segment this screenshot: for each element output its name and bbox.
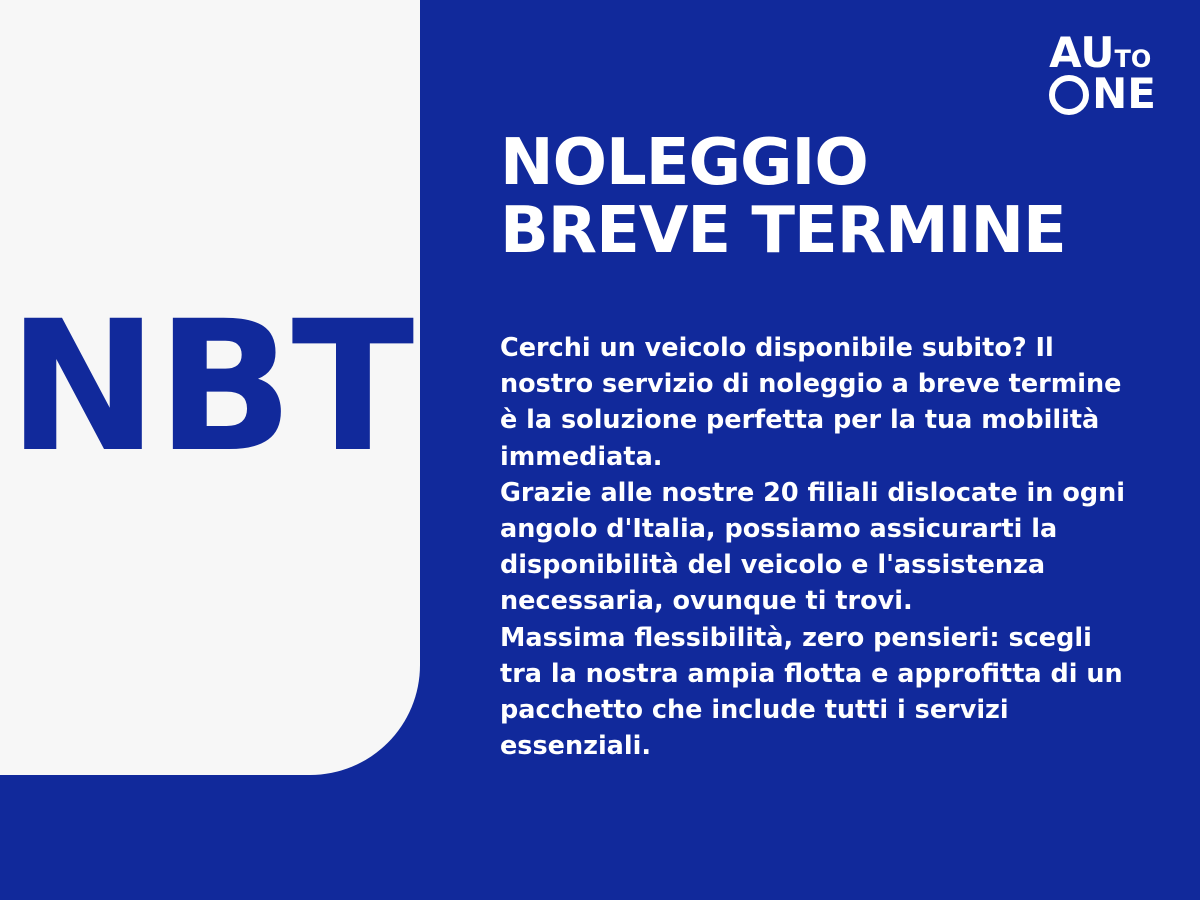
paragraph-1: Cerchi un veicolo disponibile subito? Il nostro servizio di noleggio a breve termine è la soluzione perfetta per la tua mobilità immediata. bbox=[500, 333, 1122, 472]
nbt-badge: NBT bbox=[7, 282, 413, 492]
logo-line-2 bbox=[1049, 69, 1156, 119]
page-title bbox=[500, 126, 1160, 268]
headline-line-2: BREVE TERMINE bbox=[500, 193, 1066, 268]
paragraph-2: Grazie alle nostre 20 filiali dislocate in ogni angolo d'Italia, possiamo assicurarti la disponibilità del veicolo e l'assistenza necessaria, ovunque ti trovi. bbox=[500, 477, 1125, 617]
logo-ne-text: NE bbox=[1092, 69, 1156, 119]
paragraph-3: Massima flessibilità, zero pensieri: scegli tra la nostra ampia flotta e approfitta di un pacchetto che include tutti i servizi essenziali. bbox=[500, 622, 1123, 762]
body-copy bbox=[500, 330, 1140, 764]
logo-to-text: TO bbox=[1114, 45, 1152, 73]
headline-line-1: NOLEGGIO bbox=[500, 126, 868, 200]
autoone-logo bbox=[1049, 28, 1156, 119]
left-white-panel bbox=[0, 0, 420, 775]
logo-circle-icon bbox=[1049, 75, 1089, 115]
logo-line-1 bbox=[1049, 28, 1156, 77]
logo-au-text: AU bbox=[1049, 28, 1115, 77]
